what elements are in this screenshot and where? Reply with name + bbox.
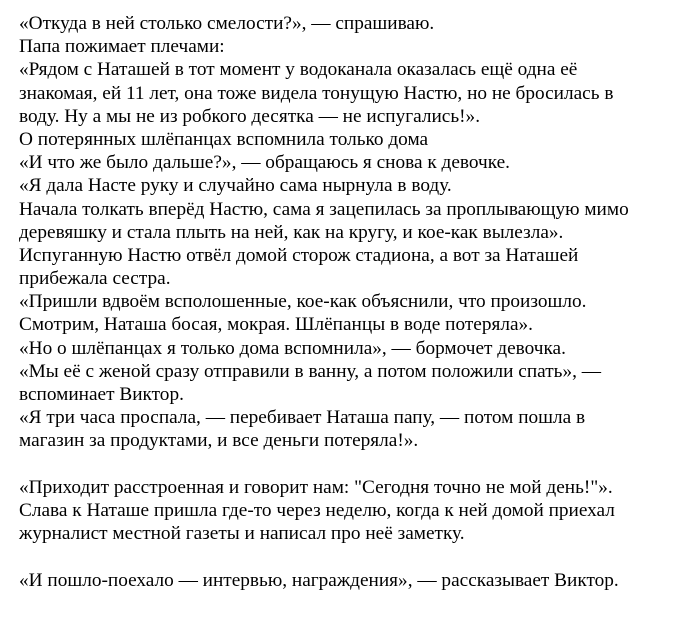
text-line: Слава к Наташе пришла где-то через неделю, когда к ней домой приехал (19, 499, 615, 521)
text-line: «Откуда в ней столько смелости?», — спрашиваю. (19, 13, 435, 34)
text-line: «И что же было дальше?», — обращаюсь я снова к девочке. (19, 152, 511, 174)
text-line: О потерянных шлёпанцах вспомнила только дома (19, 128, 429, 150)
paragraph-block-2 (19, 476, 695, 546)
text-line: «Пришли вдвоём всполошенные, кое-как объяснили, что произошло. (19, 291, 587, 313)
text-line: «Приходит расстроенная и говорит нам: "Сегодня точно не мой день!"». (19, 476, 613, 498)
text-line: «Рядом с Наташей в тот момент у водоканала оказалась ещё одна её (19, 59, 578, 81)
paragraph-gap (19, 453, 695, 476)
article-text (19, 12, 695, 592)
paragraph-block-1 (19, 12, 695, 453)
text-line: «Но о шлёпанцах я только дома вспомнила», — бормочет девочка. (19, 337, 566, 359)
text-line: магазин за продуктами, и все деньги потеряла!». (19, 430, 419, 452)
text-line: Испуганную Настю отвёл домой сторож стадиона, а вот за Наташей (19, 244, 579, 266)
text-line: «Я три часа проспала, — перебивает Наташа папу, — потом пошла в (19, 407, 586, 429)
text-line: «И пошло-поехало — интервью, награждения», — рассказывает Виктор. (19, 569, 619, 591)
text-line: воду. Ну а мы не из робкого десятка — не испугались!». (19, 105, 481, 127)
text-line: Смотрим, Наташа босая, мокрая. Шлёпанцы в воде потеряла». (19, 314, 533, 336)
text-line: Папа пожимает плечами: (19, 36, 225, 58)
text-line: прибежала сестра. (19, 268, 171, 290)
paragraph-gap (19, 545, 695, 568)
text-line: «Я дала Насте руку и случайно сама нырнула в воду. (19, 175, 452, 197)
text-line: Начала толкать вперёд Настю, сама я зацепилась за проплывающую мимо (19, 198, 629, 220)
text-line: знакомая, ей 11 лет, она тоже видела тонущую Настю, но не бросилась в (19, 82, 614, 104)
paragraph-block-3 (19, 569, 695, 592)
text-line: деревяшку и стала плыть на ней, как на кругу, и кое-как вылезла». (19, 221, 564, 243)
text-line: журналист местной газеты и написал про неё заметку. (19, 523, 465, 545)
text-line: вспоминает Виктор. (19, 384, 184, 405)
text-line: «Мы её с женой сразу отправили в ванну, а потом положили спать», — (19, 360, 602, 382)
